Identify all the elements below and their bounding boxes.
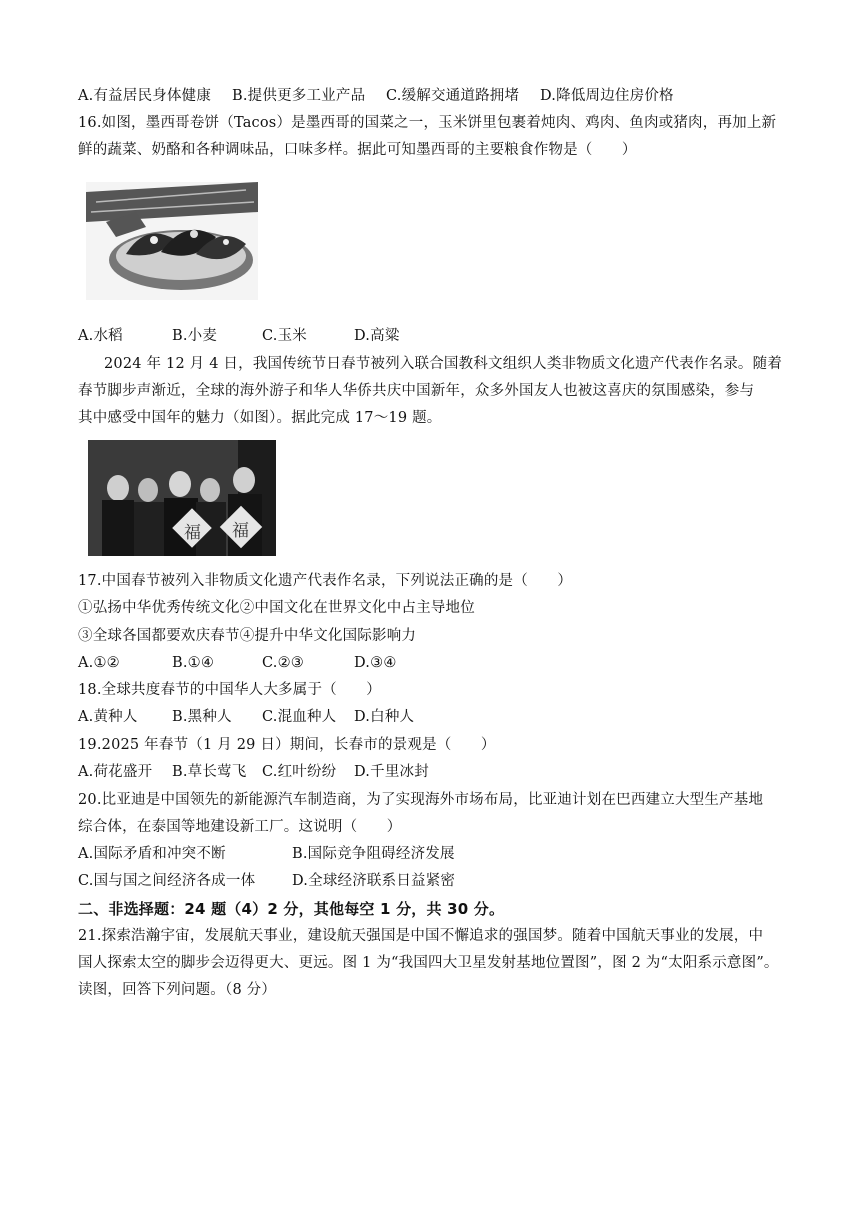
q20-stem-line1: 20.比亚迪是中国领先的新能源汽车制造商，为了实现海外市场布局，比亚迪计划在巴西建立大型生产基地 — [78, 792, 764, 808]
q21-line1: 21.探索浩瀚宇宙，发展航天事业，建设航天强国是中国不懈追求的强国梦。随着中国航天事业的发展，中 — [78, 928, 764, 944]
q15-option-a: A.有益居民身体健康 — [78, 88, 212, 104]
q18-options — [78, 707, 414, 727]
q21-line2: 国人探索太空的脚步会迈得更大、更远。图 1 为“我国四大卫星发射基地位置图”，图 2 为“太阳系示意图”。 — [78, 955, 779, 971]
q20-option-d: D.全球经济联系日益紧密 — [292, 873, 456, 889]
q16-option-a: A.水稻 — [78, 328, 123, 344]
q17-items-line2: ③全球各国都要欢庆春节④提升中华文化国际影响力 — [78, 628, 417, 644]
q16-options — [78, 326, 400, 346]
q16-stem-line2: 鲜的蔬菜、奶酪和各种调味品，口味多样。据此可知墨西哥的主要粮食作物是（ ） — [78, 142, 637, 158]
q17-option-b: B.①④ — [172, 655, 215, 671]
q18-option-b: B.黑种人 — [172, 709, 232, 725]
q15-options — [78, 86, 674, 106]
material-line1: 2024 年 12 月 4 日，我国传统节日春节被列入联合国教科文组织人类非物质文化遗产代表作名录。随着 — [104, 356, 783, 372]
q17-option-d: D.③④ — [354, 655, 397, 671]
q20-stem-line2: 综合体，在泰国等地建设新工厂。这说明（ ） — [78, 819, 402, 835]
q17-option-c: C.②③ — [262, 655, 304, 671]
q16-option-b: B.小麦 — [172, 328, 218, 344]
q19-option-a: A.荷花盛开 — [78, 764, 153, 780]
q20-option-c: C.国与国之间经济各成一体 — [78, 873, 256, 889]
material-line3: 其中感受中国年的魅力（如图）。据此完成 17～19 题。 — [78, 410, 442, 426]
q17-stem: 17.中国春节被列入非物质文化遗产代表作名录，下列说法正确的是（ ） — [78, 573, 573, 589]
q18-option-a: A.黄种人 — [78, 709, 138, 725]
fu-character-left: 福 — [184, 523, 201, 543]
q16-option-d: D.高粱 — [354, 328, 400, 344]
fu-character-right: 福 — [232, 521, 249, 541]
q15-option-c: C.缓解交通道路拥堵 — [386, 88, 520, 104]
q19-options — [78, 762, 429, 782]
q18-option-c: C.混血种人 — [262, 709, 337, 725]
section2-title: 二、非选择题：24 题（4）2 分，其他每空 1 分，共 30 分。 — [78, 900, 505, 918]
q18-stem: 18.全球共度春节的中国华人大多属于（ ） — [78, 682, 381, 698]
q15-option-d: D.降低周边住房价格 — [540, 88, 674, 104]
tacos-photo — [86, 182, 258, 300]
q20-option-a: A.国际矛盾和冲突不断 — [78, 846, 226, 862]
q20-option-b: B.国际竞争阻碍经济发展 — [292, 846, 455, 862]
q19-stem: 19.2025 年春节（1 月 29 日）期间，长春市的景观是（ ） — [78, 737, 496, 753]
q17-items-line1: ①弘扬中华优秀传统文化②中国文化在世界文化中占主导地位 — [78, 600, 475, 616]
q19-option-c: C.红叶纷纷 — [262, 764, 337, 780]
spring-festival-photo — [88, 440, 276, 556]
q20-options-row1 — [78, 844, 455, 864]
q17-options — [78, 653, 397, 673]
q19-option-b: B.草长莺飞 — [172, 764, 247, 780]
q16-stem-line1: 16.如图，墨西哥卷饼（Tacos）是墨西哥的国菜之一，玉米饼里包裹着炖肉、鸡肉、鱼肉或猪肉，再加上新 — [78, 115, 777, 131]
q15-option-b: B.提供更多工业产品 — [232, 88, 366, 104]
q21-line3: 读图，回答下列问题。（8 分） — [78, 982, 277, 998]
material-line2: 春节脚步声渐近，全球的海外游子和华人华侨共庆中国新年，众多外国友人也被这喜庆的氛围感染，参与 — [78, 383, 755, 399]
q19-option-d: D.千里冰封 — [354, 764, 429, 780]
q16-option-c: C.玉米 — [262, 328, 307, 344]
q18-option-d: D.白种人 — [354, 709, 415, 725]
q17-option-a: A.①② — [78, 655, 120, 671]
q20-options-row2 — [78, 871, 455, 891]
